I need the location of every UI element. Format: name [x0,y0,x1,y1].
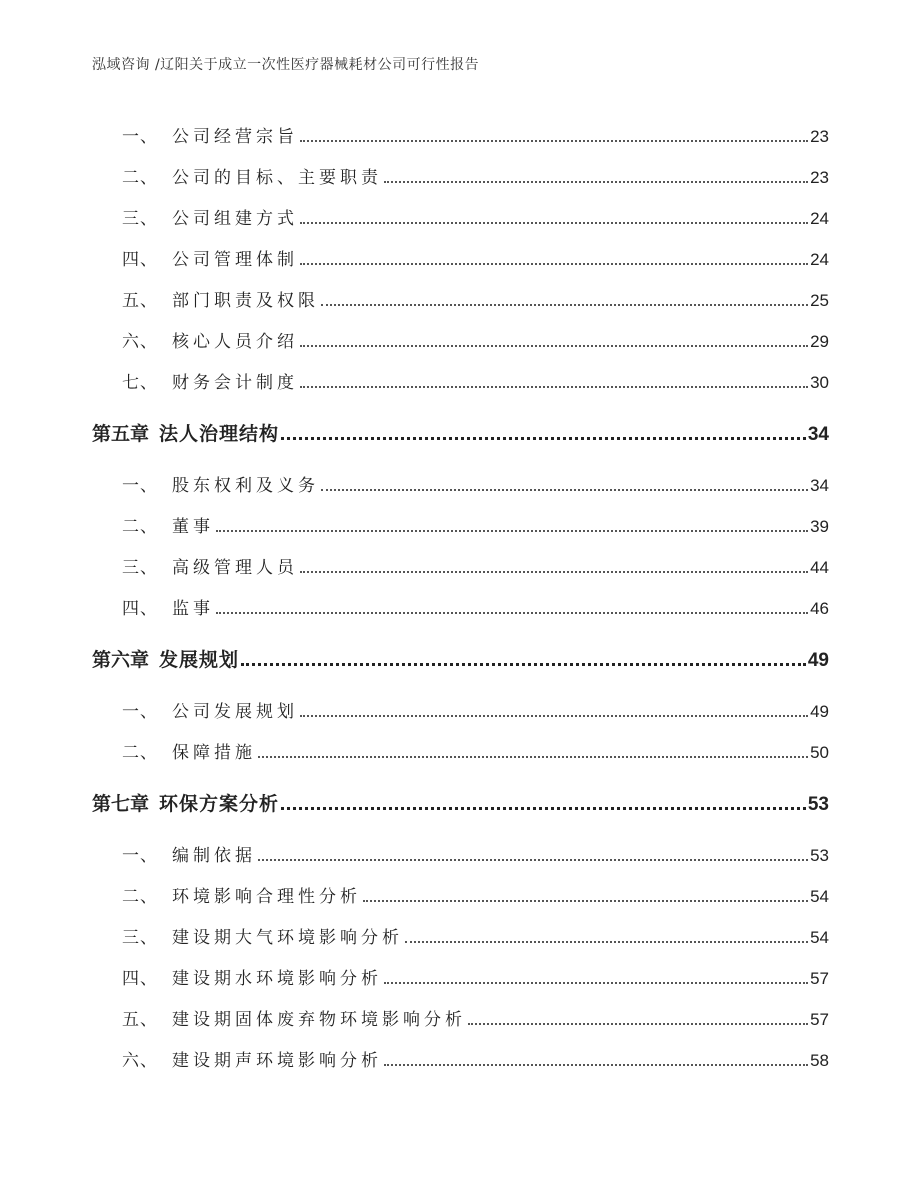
entry-title: 公司的目标、主要职责 [172,168,382,188]
entry-title: 监事 [172,599,214,619]
entry-number: 六、 [122,1051,158,1071]
dot-leader [384,972,808,984]
chapter-title: 环保方案分析 [159,793,280,815]
chapter-page: 49 [807,650,829,671]
entry-title: 环境影响合理性分析 [172,887,361,907]
dot-leader [300,212,808,224]
toc-entry[interactable] [92,287,829,311]
entry-number: 一、 [122,127,158,147]
toc-entry[interactable] [92,698,829,722]
toc-entry[interactable] [92,739,829,763]
toc-entry[interactable] [92,1047,829,1071]
toc-entry[interactable] [92,369,829,393]
entry-number: 五、 [122,1010,158,1030]
dot-leader [468,1013,808,1025]
entry-page: 44 [810,558,829,577]
entry-page: 30 [810,373,829,392]
toc-entry[interactable] [92,595,829,619]
entry-page: 24 [810,209,829,228]
toc-entry[interactable] [92,883,829,907]
toc-entry[interactable] [92,965,829,989]
entry-page: 34 [810,476,829,495]
chapter-number: 第六章 [92,649,150,671]
entry-page: 57 [810,1010,829,1029]
entry-title: 编制依据 [172,846,256,866]
dot-leader [321,294,808,306]
toc-entry[interactable] [92,246,829,270]
toc-entry[interactable] [92,554,829,578]
entry-number: 三、 [122,209,158,229]
dot-leader [216,520,808,532]
entry-page: 29 [810,332,829,351]
entry-number: 四、 [122,599,158,619]
toc-chapter-entry[interactable] [92,418,829,446]
page-header: 泓域咨询 /辽阳关于成立一次性医疗器械耗材公司可行性报告 [92,57,480,73]
entry-page: 46 [810,599,829,618]
entry-title: 高级管理人员 [172,558,298,578]
dot-leader [258,849,808,861]
entry-page: 58 [810,1051,829,1070]
dot-leader [384,1054,808,1066]
entry-number: 七、 [122,373,158,393]
toc-entry[interactable] [92,842,829,866]
dot-leader [300,705,808,717]
chapter-title: 法人治理结构 [159,423,280,445]
entry-page: 25 [810,291,829,310]
dot-leader [405,931,808,943]
dot-leader [300,561,808,573]
dot-leader [281,797,806,810]
entry-title: 公司组建方式 [172,209,298,229]
entry-page: 50 [810,743,829,762]
toc-entry[interactable] [92,924,829,948]
entry-title: 建设期水环境影响分析 [172,969,382,989]
toc-entry[interactable] [92,205,829,229]
dot-leader [384,171,808,183]
chapter-number: 第五章 [92,423,150,445]
entry-title: 部门职责及权限 [172,291,319,311]
toc-entry[interactable] [92,1006,829,1030]
toc-entry[interactable] [92,513,829,537]
entry-title: 公司经营宗旨 [172,127,298,147]
toc-entry[interactable] [92,328,829,352]
entry-number: 五、 [122,291,158,311]
entry-page: 49 [810,702,829,721]
entry-number: 二、 [122,168,158,188]
entry-title: 建设期大气环境影响分析 [172,928,403,948]
chapter-page: 53 [807,794,829,815]
dot-leader [216,602,808,614]
entry-page: 54 [810,887,829,906]
dot-leader [300,335,808,347]
dot-leader [258,746,808,758]
entry-title: 财务会计制度 [172,373,298,393]
entry-number: 一、 [122,846,158,866]
entry-title: 建设期固体废弃物环境影响分析 [172,1010,466,1030]
entry-number: 二、 [122,743,158,763]
entry-page: 24 [810,250,829,269]
toc-entry[interactable] [92,472,829,496]
chapter-number: 第七章 [92,793,150,815]
entry-page: 54 [810,928,829,947]
entry-title: 公司发展规划 [172,702,298,722]
dot-leader [241,653,806,666]
entry-number: 四、 [122,969,158,989]
entry-number: 一、 [122,476,158,496]
entry-title: 公司管理体制 [172,250,298,270]
toc-entry[interactable] [92,164,829,188]
dot-leader [300,376,808,388]
entry-number: 六、 [122,332,158,352]
entry-number: 一、 [122,702,158,722]
dot-leader [300,253,808,265]
toc-chapter-entry[interactable] [92,788,829,816]
entry-number: 二、 [122,887,158,907]
toc-entry[interactable] [92,123,829,147]
dot-leader [300,130,808,142]
entry-page: 57 [810,969,829,988]
entry-number: 三、 [122,928,158,948]
entry-page: 23 [810,168,829,187]
chapter-page: 34 [807,424,829,445]
entry-title: 建设期声环境影响分析 [172,1051,382,1071]
entry-page: 23 [810,127,829,146]
entry-page: 53 [810,846,829,865]
entry-title: 董事 [172,517,214,537]
entry-number: 四、 [122,250,158,270]
entry-title: 股东权利及义务 [172,476,319,496]
entry-title: 保障措施 [172,743,256,763]
entry-page: 39 [810,517,829,536]
entry-number: 三、 [122,558,158,578]
chapter-title: 发展规划 [159,649,240,671]
entry-title: 核心人员介绍 [172,332,298,352]
toc-chapter-entry[interactable] [92,644,829,672]
entry-number: 二、 [122,517,158,537]
dot-leader [363,890,808,902]
dot-leader [321,479,808,491]
dot-leader [281,427,806,440]
